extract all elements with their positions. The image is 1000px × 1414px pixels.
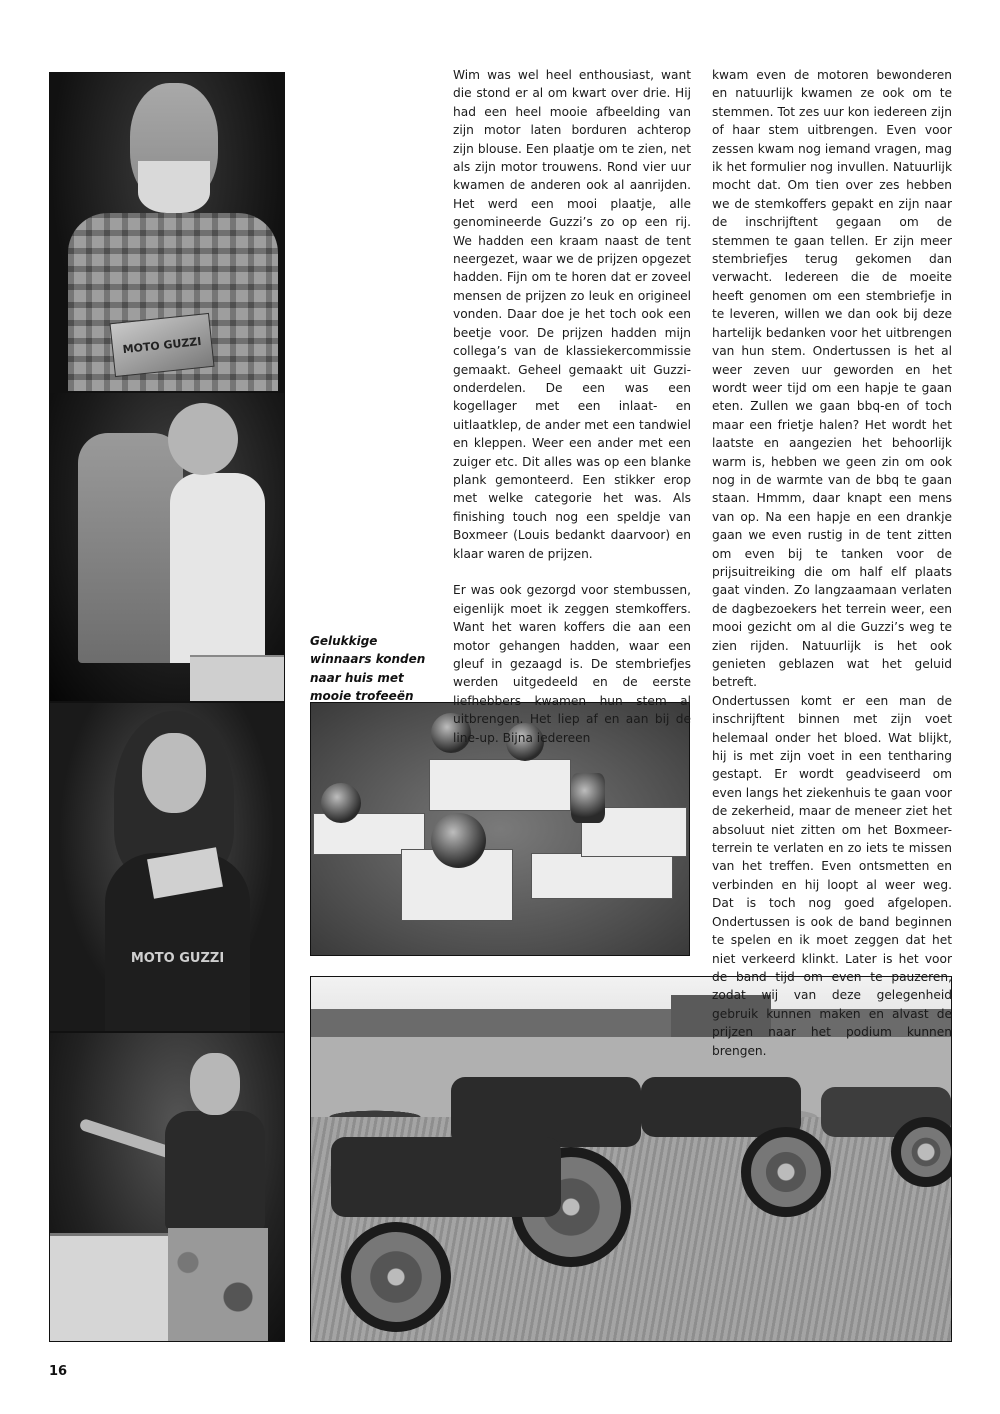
shirt-label: MOTO GUZZI — [130, 950, 225, 966]
photo-caption: Gelukkige winnaars konden naar huis met mooie trofeeën — [310, 634, 426, 704]
box-label: MOTO GUZZI — [122, 334, 202, 356]
paragraph: Ondertussen komt er een man de inschrijftent binnen met zijn voet helemaal onder het bloed. Wat blijkt, hij is met zijn voet in een tentharing gestapt. Er wordt geadviseerd om even langs het ziekenhuis te gaan voor de zekerheid, maar de meneer ziet het absoluut niet zitten om het Boxmeer-terrein te verlaten en zo iets te missen van het treffen. Even ontsmetten en verbinden en hij loopt al weer weg. Dat is toch nog goed afgelopen. Ondertussen is ook de band beginnen te spelen en ik moet zeggen dat het niet verkeerd klinkt. Later is het voor de band tijd om even te pauzeren, zodat wij van deze gelegenheid gebruik kunnen maken en alvast de prijzen naar het podium kunnen brengen. — [712, 693, 952, 1058]
page-number: 16 — [49, 1364, 68, 1379]
paragraph: Wim was wel heel enthousiast, want die stond er al om kwart over drie. Hij had een heel mooie afbeelding van zijn motor laten borduren achterop zijn blouse. Een plaatje om te zien, net als zijn motor trouwens. Rond vier uur kwamen de anderen ook al aanrijden. Het werd een mooi plaatje, alle genomineerde Guzzi’s zo op een rij. We hadden een kraam naast de tent neergezet, waar we de prijzen opgezet hadden. Fijn om te horen dat er zoveel mensen de prijzen zo leuk en origineel vonden. Daar doe je het toch ook een beetje voor. De prijzen hadden mijn collega’s van de klassiekercommissie gemaakt. Geheel gemaakt uit Guzzi-onderdelen. De een was een kogellager met een inlaat- en uitlaatklep, de ander met een tandwiel en kleppen. Weer een ander met een zuiger etc. Dit alles was op een blanke plank gemonteerd. Een stikker erop met welke categorie het was. Als finishing touch nog een speldje van Boxmeer (Louis bedankt daarvoor) en klaar waren de prijzen. — [453, 68, 691, 561]
photo-winners-hugging — [49, 392, 285, 702]
article-column-1 — [453, 66, 691, 747]
article-column-2 — [712, 66, 952, 1060]
photo-man-with-trophy — [49, 72, 285, 392]
paragraph: Er was ook gezorgd voor stembussen, eigenlijk moet ik zeggen stemkoffers. Want het waren koffers die aan een motor gehangen hadden, waar een gleuf in gezaagd is. De stembriefjes werden uitgedeeld en de eerste liefhebbers kwamen hun stem al uitbrengen. Het liep af en aan bij de line-up. Bijna iedereen — [453, 583, 691, 745]
photo-woman-with-trophy — [49, 702, 285, 1032]
photo-man-posing — [49, 1032, 285, 1342]
paragraph: kwam even de motoren bewonderen en natuurlijk kwamen ze ook om te stemmen. Tot zes uur kon iedereen zijn of haar stem uitbrengen. Even voor zessen kwam nog iemand vragen, mag ik het formulier nog invullen. Natuurlijk mocht dat. Om tien over zes hebben we de stemkoffers gepakt en zijn naar de inschrijftent gegaan om de stemmen te gaan tellen. Er zijn meer stembriefjes terug gekomen dan verwacht. Iedereen die de moeite heeft genomen om een stembriefje in te leveren, willen we dan ook bij deze hartelijk bedanken voor het uitbrengen van hun stem. Ondertussen is het al weer zeven uur geworden en het wordt weer tijd om een hapje te gaan eten. Zullen we gaan bbq-en of toch maar een frietje halen? Het wordt het laatste en aangezien het behoorlijk warm is, hebben we geen zin om ook nog in de warmte van de bbq te gaan staan. Hmmm, daar knapt een mens van op. Na een hapje en een drankje gaan we even rustig in de tent zitten om even bij te tanken voor de prijsuitreiking die om half elf plaats gaat vinden. Zo langzaamaan verlaten de dagbezoekers het terrein weer, een mooi gezicht om al die Guzzi’s weg te zien rijden. Natuurlijk is het ook genieten geblazen wat het geluid betreft. — [712, 68, 952, 690]
